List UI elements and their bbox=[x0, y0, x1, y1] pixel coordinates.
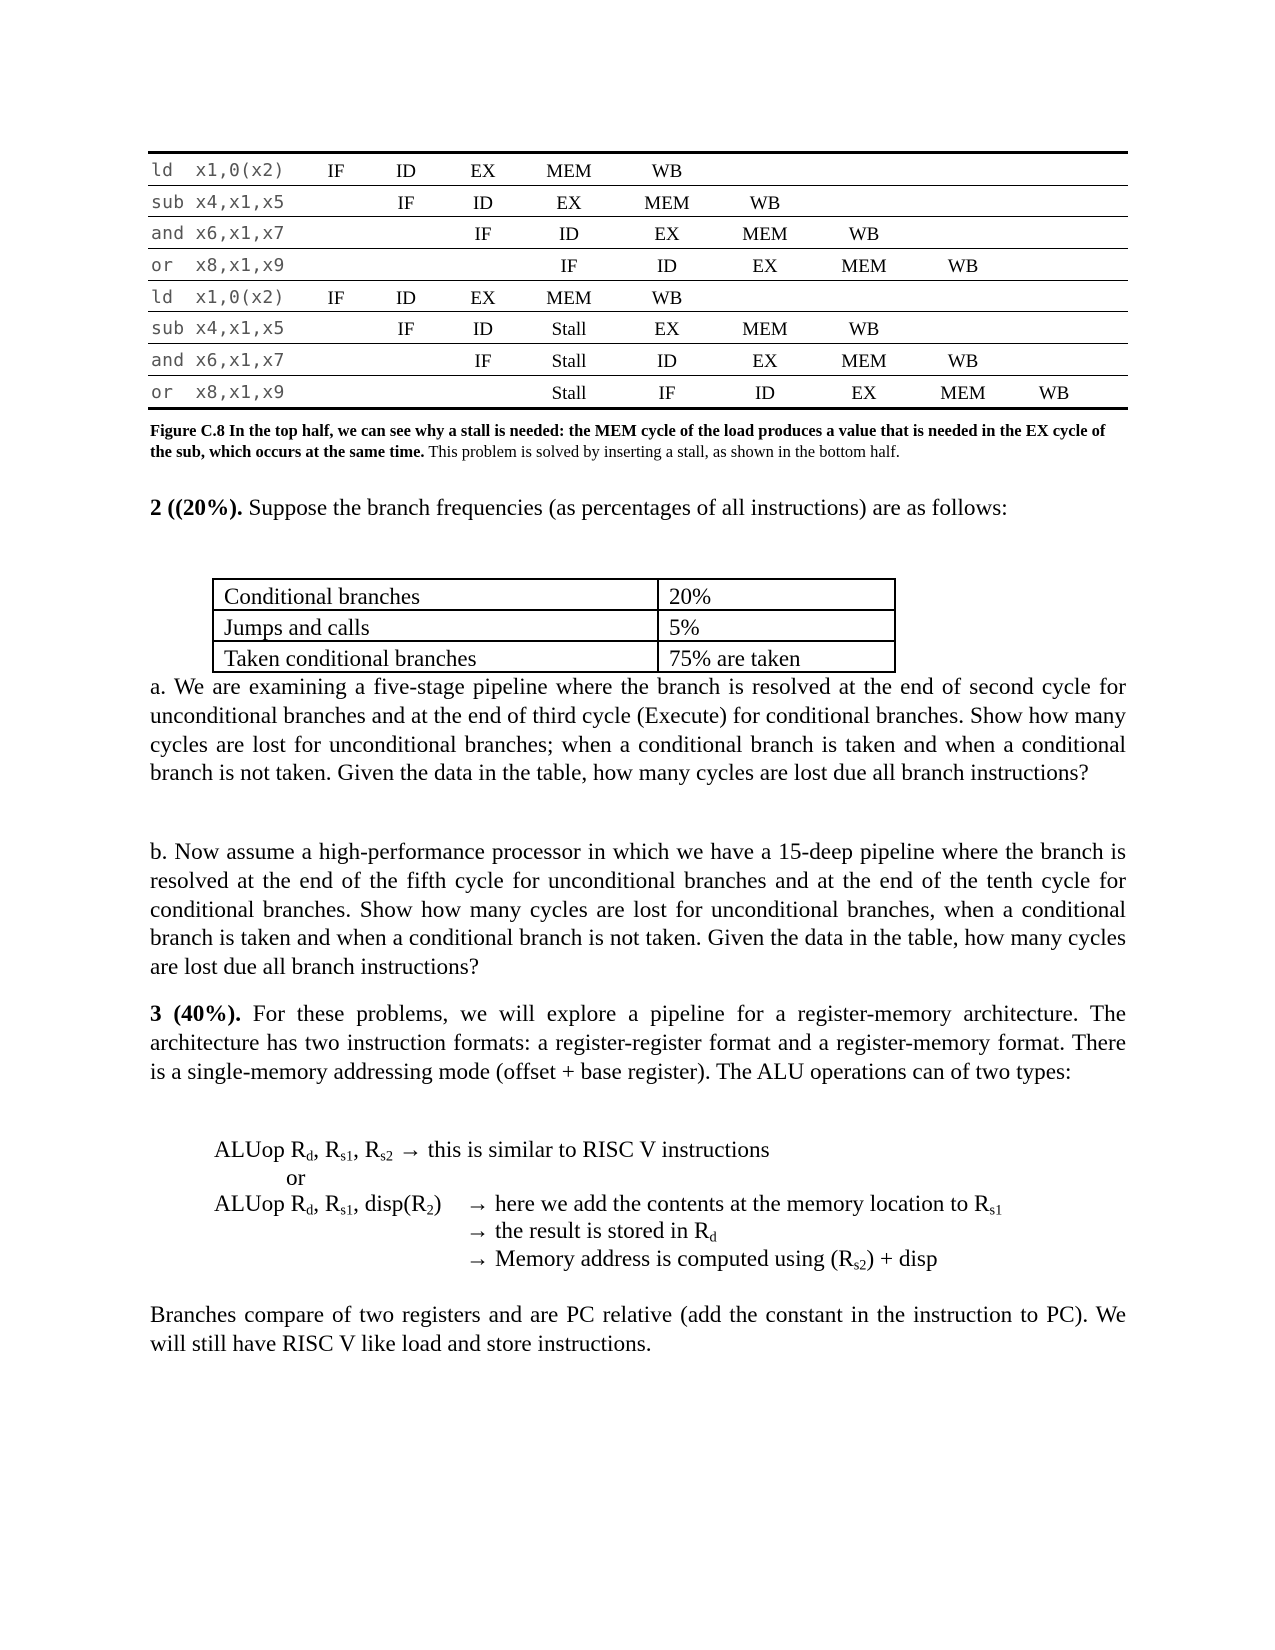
instruction: and x6,x1,x7 bbox=[151, 350, 285, 372]
stage-cell: IF bbox=[397, 192, 415, 214]
format-or: or bbox=[286, 1165, 306, 1191]
stage-cell: Stall bbox=[551, 382, 587, 404]
arrow-icon: → bbox=[466, 1191, 490, 1217]
q2-label: 2 ((20%). bbox=[150, 495, 243, 521]
stage-cell: ID bbox=[656, 351, 678, 373]
format-register-register: ALUop $R_d$, $R_{s1}$, $R_{s2}$ → this is similar to RISC V instructions bbox=[214, 1137, 770, 1165]
arrow-icon: → bbox=[466, 1246, 490, 1272]
stage-cell: WB bbox=[947, 351, 979, 373]
stage-cell: WB bbox=[947, 256, 979, 278]
stage-cell: IF bbox=[327, 161, 345, 182]
table-cell: Taken conditional branches bbox=[213, 641, 658, 672]
stage-cell: MEM bbox=[644, 192, 690, 214]
stage-cell: MEM bbox=[546, 161, 592, 182]
q3-label: 3 (40%). bbox=[150, 1001, 241, 1027]
stage-cell: WB bbox=[651, 287, 683, 309]
stage-cell: IF bbox=[327, 287, 345, 309]
q2-intro-text: Suppose the branch frequencies (as percentages of all instructions) are as follows: bbox=[242, 495, 1008, 521]
arrow-icon: → bbox=[398, 1137, 422, 1163]
figure-caption bbox=[150, 420, 1126, 462]
stage-cell: EX bbox=[470, 161, 496, 182]
instruction: sub x4,x1,x5 bbox=[151, 191, 285, 213]
stage-cell: IF bbox=[474, 224, 492, 246]
stage-cell: ID bbox=[754, 382, 776, 404]
stage-cell: ID bbox=[395, 287, 417, 309]
instruction: ld x1,0(x2) bbox=[151, 160, 285, 181]
q3-intro-text: For these problems, we will explore a pipeline for a register-memory architecture. The architecture has two instruction formats: a register-register format and a register-memory format. There is a single-memory addressing mode (offset + base register). The ALU operations can of two types: bbox=[150, 1001, 1126, 1085]
table-row bbox=[148, 154, 1128, 186]
table-cell: 5% bbox=[658, 610, 895, 641]
stage-cell: IF bbox=[658, 382, 676, 404]
format-register-memory: ALUop $R_d$, $R_{s1}$, $disp(R_2)$ bbox=[214, 1191, 442, 1219]
stage-cell: ID bbox=[472, 319, 494, 341]
stage-cell: WB bbox=[651, 161, 683, 182]
format-note-1: → here we add the contents at the memory location to $R_{s1}$ bbox=[466, 1191, 1003, 1219]
q2-intro bbox=[150, 494, 1126, 523]
table-row bbox=[148, 344, 1128, 376]
table-row bbox=[148, 217, 1128, 249]
stage-cell: MEM bbox=[742, 319, 788, 341]
table-row bbox=[148, 249, 1128, 281]
instruction: or x8,x1,x9 bbox=[151, 381, 285, 403]
table-cell: 20% bbox=[658, 579, 895, 610]
format-note-3: → Memory address is computed using $(R_{s2})$ + disp bbox=[466, 1246, 938, 1274]
stage-cell: ID bbox=[656, 256, 678, 278]
table-row bbox=[213, 610, 895, 641]
instruction: ld x1,0(x2) bbox=[151, 286, 285, 308]
table-row bbox=[148, 281, 1128, 313]
q3-closing: Branches compare of two registers and are PC relative (add the constant in the instruction to PC). We will still have RISC V like load and store instructions. bbox=[150, 1302, 1126, 1357]
instruction: or x8,x1,x9 bbox=[151, 255, 285, 277]
stage-cell: Stall bbox=[551, 351, 587, 373]
table-row bbox=[213, 579, 895, 610]
stage-cell: EX bbox=[654, 224, 680, 246]
branch-frequency-table bbox=[212, 578, 896, 673]
stage-cell: ID bbox=[395, 161, 417, 182]
stage-cell: MEM bbox=[841, 351, 887, 373]
stage-cell: EX bbox=[752, 256, 778, 278]
stage-cell: ID bbox=[558, 224, 580, 246]
instruction: sub x4,x1,x5 bbox=[151, 318, 285, 340]
stage-cell: EX bbox=[556, 192, 582, 214]
stage-cell: IF bbox=[474, 351, 492, 373]
stage-cell: EX bbox=[752, 351, 778, 373]
q2-part-a: a. We are examining a five-stage pipeline where the branch is resolved at the end of second cycle for unconditional branches and at the end of third cycle (Execute) for conditional branches. Show how many cycles are lost for unconditional branches; when a conditional branch is taken and when a conditional branch is not taken. Given the data in the table, how many cycles are lost due all branch instructions? bbox=[150, 674, 1126, 787]
stage-cell: ID bbox=[472, 192, 494, 214]
q2-part-b: b. Now assume a high-performance processor in which we have a 15-deep pipeline where the branch is resolved at the end of the fifth cycle for unconditional branches and at the end of the tenth cycle for conditional branches. Show how many cycles are lost for unconditional branches, when a conditional branch is taken and when a conditional branch is not taken. Given the data in the table, how many cycles are lost due all branch instructions? bbox=[150, 839, 1126, 981]
stage-cell: WB bbox=[848, 319, 880, 341]
format-note-2: → the result is stored in $R_d$ bbox=[466, 1218, 717, 1246]
stage-cell: MEM bbox=[546, 287, 592, 309]
table-row bbox=[148, 186, 1128, 218]
table-row bbox=[148, 376, 1128, 410]
stage-cell: Stall bbox=[551, 319, 587, 341]
caption-rest: This problem is solved by inserting a stall, as shown in the bottom half. bbox=[424, 442, 900, 461]
pipeline-table bbox=[148, 151, 1128, 410]
table-cell: 75% are taken bbox=[658, 641, 895, 672]
stage-cell: MEM bbox=[841, 256, 887, 278]
stage-cell: WB bbox=[1038, 382, 1070, 404]
stage-cell: IF bbox=[397, 319, 415, 341]
stage-cell: EX bbox=[470, 287, 496, 309]
q3-intro bbox=[150, 1000, 1126, 1086]
stage-cell: MEM bbox=[940, 382, 986, 404]
caption-bold: Figure C.8 In the top half, we can see why a stall is needed: the MEM cycle of the load produces a value that is needed in the EX cycle of the sub, which occurs at the same time. bbox=[150, 421, 1106, 461]
arrow-icon: → bbox=[466, 1218, 490, 1244]
stage-cell: WB bbox=[848, 224, 880, 246]
table-cell: Jumps and calls bbox=[213, 610, 658, 641]
instruction: and x6,x1,x7 bbox=[151, 223, 285, 245]
stage-cell: IF bbox=[560, 256, 578, 278]
stage-cell: MEM bbox=[742, 224, 788, 246]
table-row bbox=[148, 312, 1128, 344]
table-cell: Conditional branches bbox=[213, 579, 658, 610]
stage-cell: EX bbox=[851, 382, 877, 404]
stage-cell: EX bbox=[654, 319, 680, 341]
stage-cell: WB bbox=[749, 192, 781, 214]
table-row bbox=[213, 641, 895, 672]
